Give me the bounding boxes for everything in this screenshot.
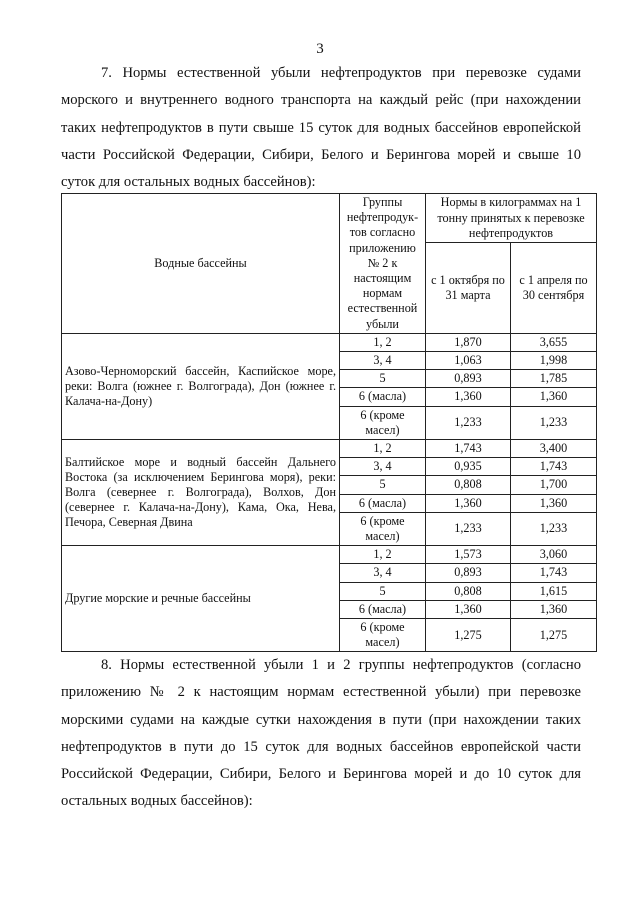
summer-norm-cell: 1,360 <box>511 600 597 618</box>
header-groups: Группы нефтепродук-тов согласно приложению № 2 к настоящим нормам естественной убыли <box>340 194 426 334</box>
group-cell: 3, 4 <box>340 458 426 476</box>
summer-norm-cell: 1,743 <box>511 458 597 476</box>
winter-norm-cell: 1,360 <box>426 494 511 512</box>
summer-norm-cell: 1,700 <box>511 476 597 494</box>
summer-norm-cell: 1,233 <box>511 512 597 545</box>
winter-norm-cell: 0,808 <box>426 476 511 494</box>
winter-norm-cell: 1,360 <box>426 600 511 618</box>
winter-norm-cell: 1,573 <box>426 546 511 564</box>
table-row <box>62 440 597 458</box>
summer-norm-cell: 3,400 <box>511 440 597 458</box>
group-cell: 5 <box>340 370 426 388</box>
winter-norm-cell: 1,233 <box>426 512 511 545</box>
summer-norm-cell: 1,998 <box>511 352 597 370</box>
group-cell: 3, 4 <box>340 352 426 370</box>
summer-norm-cell: 1,275 <box>511 619 597 652</box>
winter-norm-cell: 0,893 <box>426 370 511 388</box>
group-cell: 5 <box>340 476 426 494</box>
winter-norm-cell: 1,743 <box>426 440 511 458</box>
summer-norm-cell: 1,743 <box>511 564 597 582</box>
page-number: 3 <box>316 41 324 57</box>
section-7-paragraph <box>61 60 581 196</box>
section-8-paragraph <box>61 652 581 816</box>
summer-norm-cell: 3,655 <box>511 333 597 351</box>
header-basins: Водные бассейны <box>62 194 340 334</box>
basin-name-cell: Азово-Черноморский бассейн, Каспийское море, реки: Волга (южнее г. Волгограда), Дон (южнее г. Калача-на-Дону) <box>62 333 340 439</box>
header-norms: Нормы в килограммах на 1 тонну принятых к перевозке нефтепродуктов <box>426 194 597 243</box>
group-cell: 6 (масла) <box>340 494 426 512</box>
winter-norm-cell: 1,063 <box>426 352 511 370</box>
group-cell: 3, 4 <box>340 564 426 582</box>
basin-name-cell: Другие морские и речные бассейны <box>62 546 340 652</box>
group-cell: 5 <box>340 582 426 600</box>
winter-norm-cell: 1,233 <box>426 406 511 439</box>
winter-norm-cell: 0,808 <box>426 582 511 600</box>
winter-norm-cell: 1,360 <box>426 388 511 406</box>
winter-norm-cell: 1,870 <box>426 333 511 351</box>
group-cell: 6 (кроме масел) <box>340 512 426 545</box>
winter-norm-cell: 1,275 <box>426 619 511 652</box>
group-cell: 6 (масла) <box>340 388 426 406</box>
group-cell: 6 (кроме масел) <box>340 406 426 439</box>
loss-norms-table <box>61 193 597 652</box>
table-header-row <box>62 194 597 243</box>
section-7-text: 7. Нормы естественной убыли нефтепродуктов при перевозке судами морского и внутреннего водного транспорта на каждый рейс (при нахождении таких нефтепродуктов в пути свыше 15 суток для водных бассейнов европейской части Российской Федерации, Сибири, Белого и Берингова морей и свыше 10 суток для остальных водных бассейнов): <box>61 65 581 191</box>
winter-norm-cell: 0,935 <box>426 458 511 476</box>
summer-norm-cell: 3,060 <box>511 546 597 564</box>
summer-norm-cell: 1,785 <box>511 370 597 388</box>
summer-norm-cell: 1,360 <box>511 494 597 512</box>
header-period-summer: с 1 апреля по 30 сентября <box>511 243 597 333</box>
basin-name-cell: Балтийское море и водный бассейн Дальнего Востока (за исключением Берингова моря), реки: Волга (севернее г. Волгограда), Волхов, Дон (севернее г. Калача-на-Дону), Кама, Ока, Нева, Печора, Северная Двина <box>62 440 340 546</box>
winter-norm-cell: 0,893 <box>426 564 511 582</box>
group-cell: 1, 2 <box>340 440 426 458</box>
summer-norm-cell: 1,360 <box>511 388 597 406</box>
summer-norm-cell: 1,233 <box>511 406 597 439</box>
header-period-winter: с 1 октября по 31 марта <box>426 243 511 333</box>
group-cell: 1, 2 <box>340 333 426 351</box>
table-row <box>62 546 597 564</box>
section-8-text: 8. Нормы естественной убыли 1 и 2 группы нефтепродуктов (согласно приложению № 2 к настоящим нормам естественной убыли) при перевозке морскими судами на каждые сутки нахождения в пути (при нахождении таких нефтепродуктов в пути до 15 суток для водных бассейнов европейской части Российской Федерации, Сибири, Белого и Берингова морей и до 10 суток для остальных водных бассейнов): <box>61 657 581 810</box>
group-cell: 6 (масла) <box>340 600 426 618</box>
table-body <box>62 333 597 652</box>
summer-norm-cell: 1,615 <box>511 582 597 600</box>
group-cell: 6 (кроме масел) <box>340 619 426 652</box>
group-cell: 1, 2 <box>340 546 426 564</box>
table-row <box>62 333 597 351</box>
